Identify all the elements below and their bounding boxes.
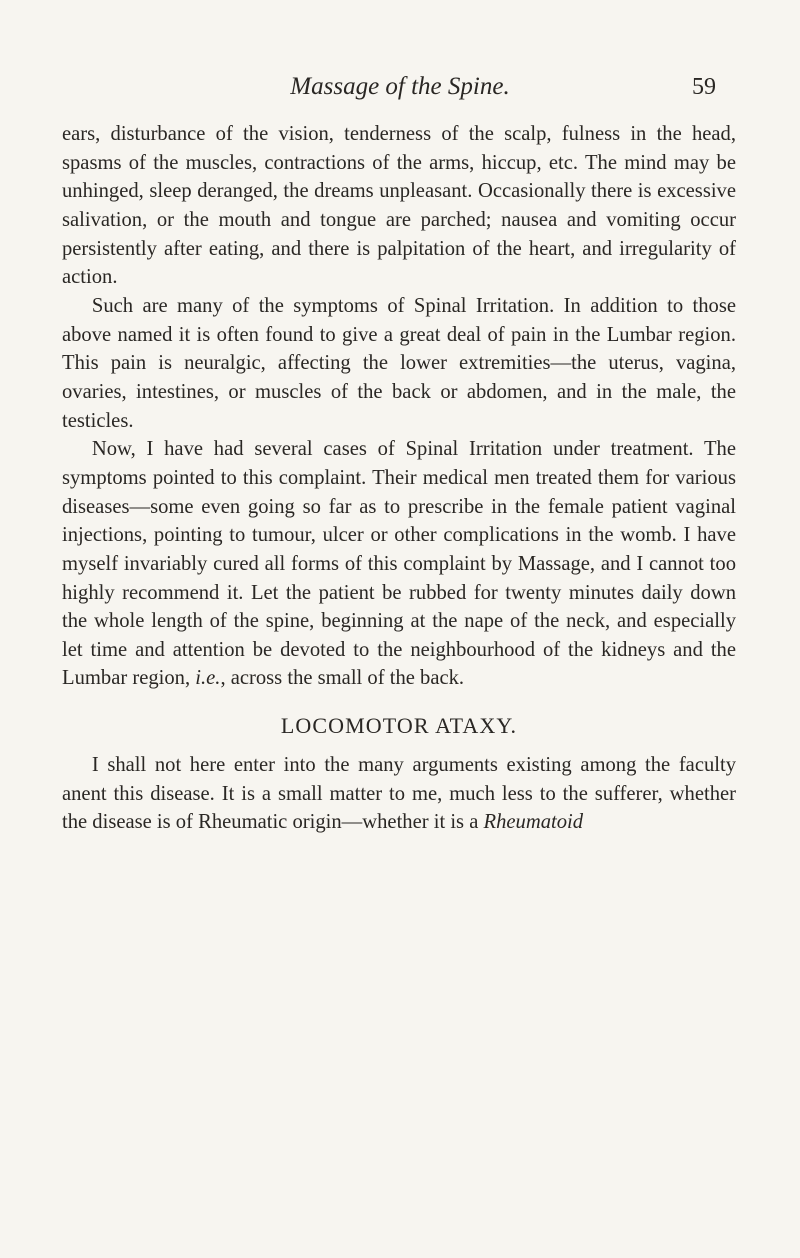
- section-heading: LOCOMOTOR ATAXY.: [280, 713, 518, 739]
- paragraph-locomotor-ataxy-italic: Rheumatoid: [483, 811, 584, 834]
- paragraph-symptoms-continued: ears, disturbance of the vision, tenderness of the scalp, fulness in the head, spasms of the muscles, contractions of the arms, hiccup, etc. The mind may be unhinged, sleep deranged, the dreams unpleasant. Occasionally there is excessive salivation, or the mouth and tongue are parched; nausea and vomiting occur persistently after eating, and there is palpitation of the heart, and irregularity of action.: [62, 123, 736, 289]
- running-title: Massage of the Spine.: [290, 73, 510, 100]
- page-body: [62, 120, 736, 837]
- paragraph-treatment: [62, 435, 736, 693]
- paragraph-treatment-end: , across the small of the back.: [220, 667, 465, 690]
- paragraph-locomotor-ataxy-text: I shall not here enter into the many arguments existing among the faculty anent this disease. It is a small matter to me, much less to the sufferer, whether the disease is of Rheumatic origin—whether it is a: [62, 754, 736, 834]
- paragraph-treatment-main: Now, I have had several cases of Spinal Irritation under treatment. The symptoms pointed to this complaint. Their medical men treated them for various diseases—some even going so far as to prescribe in the female patient vaginal injections, pointing to tumour, ulcer or other complications in the womb. I have myself invariably cured all forms of this complaint by Massage, and I cannot too highly recommend it. Let the patient be rubbed for twenty minutes daily down the whole length of the spine, beginning at the nape of the neck, and especially let time and attention be devoted to the neighbourhood of the kidneys and the Lumbar region,: [62, 438, 736, 690]
- paragraph-treatment-abbreviation: i.e.: [195, 667, 221, 690]
- paragraph-locomotor-ataxy: [62, 751, 736, 837]
- paragraph-spinal-irritation: Such are many of the symptoms of Spinal Irritation. In addition to those above named it is often found to give a great deal of pain in the Lumbar region. This pain is neuralgic, affecting the lower extremities—the uterus, vagina, ovaries, intestines, or muscles of the back or abdomen, and in the male, the testicles.: [62, 294, 736, 432]
- running-head: [0, 72, 800, 102]
- page-number: 59: [692, 74, 716, 100]
